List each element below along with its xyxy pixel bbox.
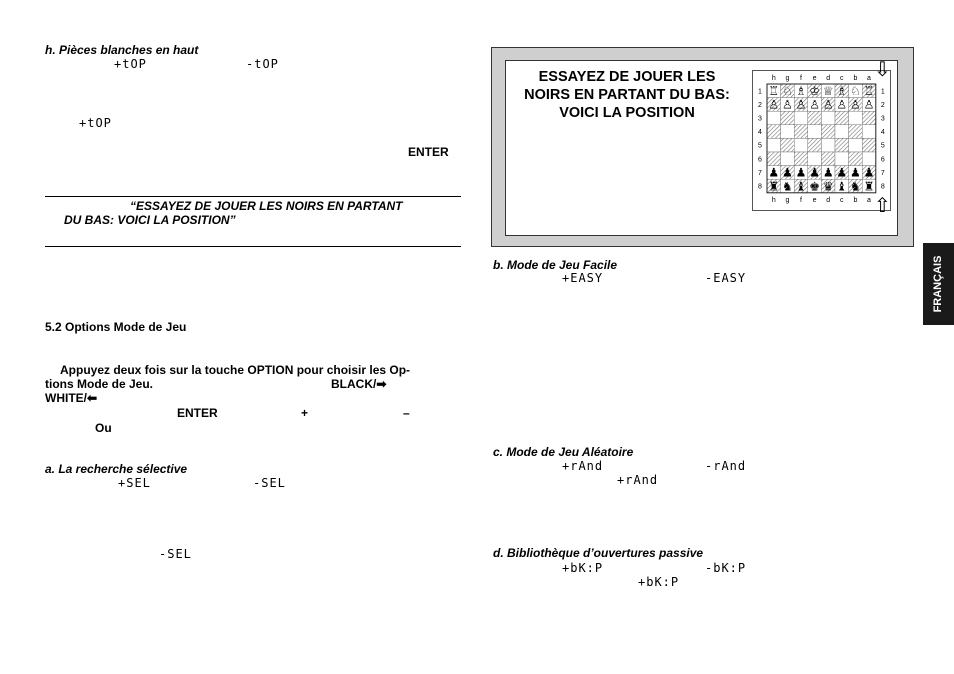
file-label-bottom: a [867, 196, 871, 204]
chess-piece: ♙ [863, 97, 875, 112]
board-square [862, 125, 876, 139]
file-label-top: f [800, 75, 802, 82]
board-square [808, 138, 822, 152]
rank-label-right: 3 [880, 115, 885, 123]
rank-label-right: 1 [880, 88, 885, 96]
chess-piece: ♙ [795, 97, 807, 112]
file-label-bottom: b [853, 196, 858, 204]
file-label-bottom: d [826, 196, 831, 204]
file-label-top: e [812, 75, 817, 82]
board-square [794, 138, 808, 152]
board-square [781, 111, 795, 125]
para-line-1: Appuyez deux fois sur la touche OPTION pour choisir les Op- [60, 363, 411, 377]
board-square [862, 138, 876, 152]
chess-piece: ♞ [850, 179, 861, 194]
lcd-top-plus: +tOP [114, 57, 147, 71]
chess-piece: ♙ [850, 97, 861, 112]
board-square [767, 138, 781, 152]
file-label-bottom: c [840, 196, 844, 204]
chess-piece: ♟ [768, 165, 780, 180]
file-label-bottom: g [785, 196, 790, 204]
board-square [849, 152, 863, 166]
chess-piece: ♙ [782, 97, 793, 112]
file-label-bottom: h [771, 196, 776, 204]
white-key-label: WHITE/⬅ [45, 391, 98, 405]
board-square [794, 125, 808, 139]
board-square [794, 111, 808, 125]
black-key-label: BLACK/➡ [331, 377, 387, 391]
rank-label-right: 8 [880, 183, 885, 191]
chess-piece: ♟ [850, 165, 861, 180]
rank-label-left: 7 [758, 169, 762, 177]
file-label-top: c [840, 75, 844, 82]
lcd-book-plus: +bK:P [562, 561, 604, 575]
rank-label-right: 7 [880, 169, 885, 177]
enter-key-label: ENTER [408, 145, 449, 159]
chess-piece: ♘ [850, 84, 861, 99]
display-message [512, 68, 742, 122]
board-square [794, 152, 808, 166]
minus-key-label: – [403, 406, 410, 420]
board-square [781, 125, 795, 139]
board-square [781, 138, 795, 152]
lcd-easy-plus: +EASY [562, 271, 604, 285]
board-square [862, 111, 876, 125]
file-label-top: b [853, 75, 858, 82]
board-square [821, 152, 835, 166]
lcd-sel-plus: +SEL [118, 476, 151, 490]
rank-label-left: 3 [758, 115, 762, 123]
rank-label-left: 4 [758, 129, 762, 137]
para-line-2: tions Mode de Jeu. [45, 377, 154, 391]
divider-bottom [45, 246, 461, 247]
board-square [821, 111, 835, 125]
chess-piece: ♖ [863, 84, 875, 99]
display-line-3: VOICI LA POSITION [559, 105, 695, 121]
rank-label-left: 6 [758, 156, 762, 164]
language-tab-label: FRANÇAIS [932, 255, 944, 313]
board-square [767, 111, 781, 125]
rank-label-left: 1 [758, 88, 762, 96]
section-d-heading: d. Bibliothèque d’ouvertures passive [493, 546, 704, 560]
board-square [808, 125, 822, 139]
lcd-book-minus: -bK:P [705, 561, 747, 575]
file-label-top: a [867, 75, 871, 82]
section-h-heading: h. Pièces blanches en haut [45, 43, 199, 57]
rank-label-left: 2 [758, 101, 762, 109]
display-line-1: ESSAYEZ DE JOUER LES [538, 69, 716, 85]
board-square [767, 152, 781, 166]
divider-top [45, 196, 461, 197]
chess-piece: ♟ [836, 165, 848, 180]
file-label-top: h [771, 75, 776, 82]
board-square [821, 125, 835, 139]
board-square [835, 125, 849, 139]
lcd-book-plus-2: +bK:P [638, 575, 680, 589]
file-label-top: d [826, 75, 831, 82]
rank-label-right: 6 [880, 156, 885, 164]
quote-line-1: “ESSAYEZ DE JOUER LES NOIRS EN PARTANT [130, 199, 403, 213]
chess-piece: ♚ [809, 179, 820, 194]
chess-piece: ♟ [863, 165, 875, 180]
arrow-down-icon: ⇩ [874, 59, 891, 81]
lcd-sel-minus: -SEL [253, 476, 286, 490]
lcd-easy-minus: -EASY [705, 271, 747, 285]
board-square [835, 111, 849, 125]
chess-piece: ♙ [809, 97, 820, 112]
rank-label-left: 8 [758, 183, 762, 191]
board-square [767, 125, 781, 139]
section-a-heading: a. La recherche sélective [45, 462, 188, 476]
board-square [862, 152, 876, 166]
board-square [849, 138, 863, 152]
board-square [835, 138, 849, 152]
arrow-up-icon: ⇧ [874, 195, 891, 217]
chess-piece: ♕ [822, 84, 834, 99]
file-label-bottom: f [800, 196, 802, 204]
chess-piece: ♔ [809, 84, 820, 99]
board-square [835, 152, 849, 166]
chess-piece: ♗ [795, 84, 807, 99]
rank-label-right: 4 [880, 129, 885, 137]
board-square [808, 152, 822, 166]
lcd-rand-minus: -rAnd [705, 459, 747, 473]
lcd-sel-minus-2: -SEL [159, 547, 192, 561]
chess-piece: ♟ [822, 165, 834, 180]
chess-piece: ♝ [795, 179, 807, 194]
board-square [781, 152, 795, 166]
chess-piece: ♝ [836, 179, 848, 194]
board-square [821, 138, 835, 152]
chess-piece: ♛ [822, 179, 834, 194]
chess-piece: ♙ [768, 97, 780, 112]
display-line-2: NOIRS EN PARTANT DU BAS: [524, 87, 730, 103]
chess-piece: ♞ [782, 179, 793, 194]
section-b-heading: b. Mode de Jeu Facile [493, 258, 618, 272]
board-square [808, 111, 822, 125]
chess-piece: ♜ [768, 179, 780, 194]
chess-piece: ♙ [836, 97, 848, 112]
language-tab [923, 243, 954, 325]
board-square [849, 125, 863, 139]
chess-piece: ♟ [782, 165, 793, 180]
chess-piece: ♟ [809, 165, 820, 180]
lcd-rand-plus: +rAnd [562, 459, 604, 473]
chessboard-diagram [752, 70, 891, 211]
rank-label-right: 2 [880, 101, 885, 109]
chess-piece: ♙ [822, 97, 834, 112]
chess-piece: ♜ [863, 179, 875, 194]
file-label-bottom: e [812, 196, 817, 204]
plus-key-label: + [301, 406, 309, 420]
chessboard-svg [753, 71, 890, 210]
ou-label: Ou [95, 421, 112, 435]
section-c-heading: c. Mode de Jeu Aléatoire [493, 445, 634, 459]
lcd-top-plus-2: +tOP [79, 116, 112, 130]
chess-piece: ♗ [836, 84, 848, 99]
file-label-top: g [785, 75, 790, 82]
lcd-top-minus: -tOP [246, 57, 279, 71]
chess-piece: ♟ [795, 165, 807, 180]
quote-line-2: DU BAS: VOICI LA POSITION” [64, 213, 236, 227]
chess-piece: ♖ [768, 84, 780, 99]
lcd-rand-plus-2: +rAnd [617, 473, 659, 487]
section-5-2-heading: 5.2 Options Mode de Jeu [45, 320, 187, 334]
board-square [849, 111, 863, 125]
rank-label-left: 5 [758, 142, 762, 150]
rank-label-right: 5 [880, 142, 885, 150]
chess-piece: ♘ [782, 84, 793, 99]
enter-key-label-2: ENTER [177, 406, 218, 420]
